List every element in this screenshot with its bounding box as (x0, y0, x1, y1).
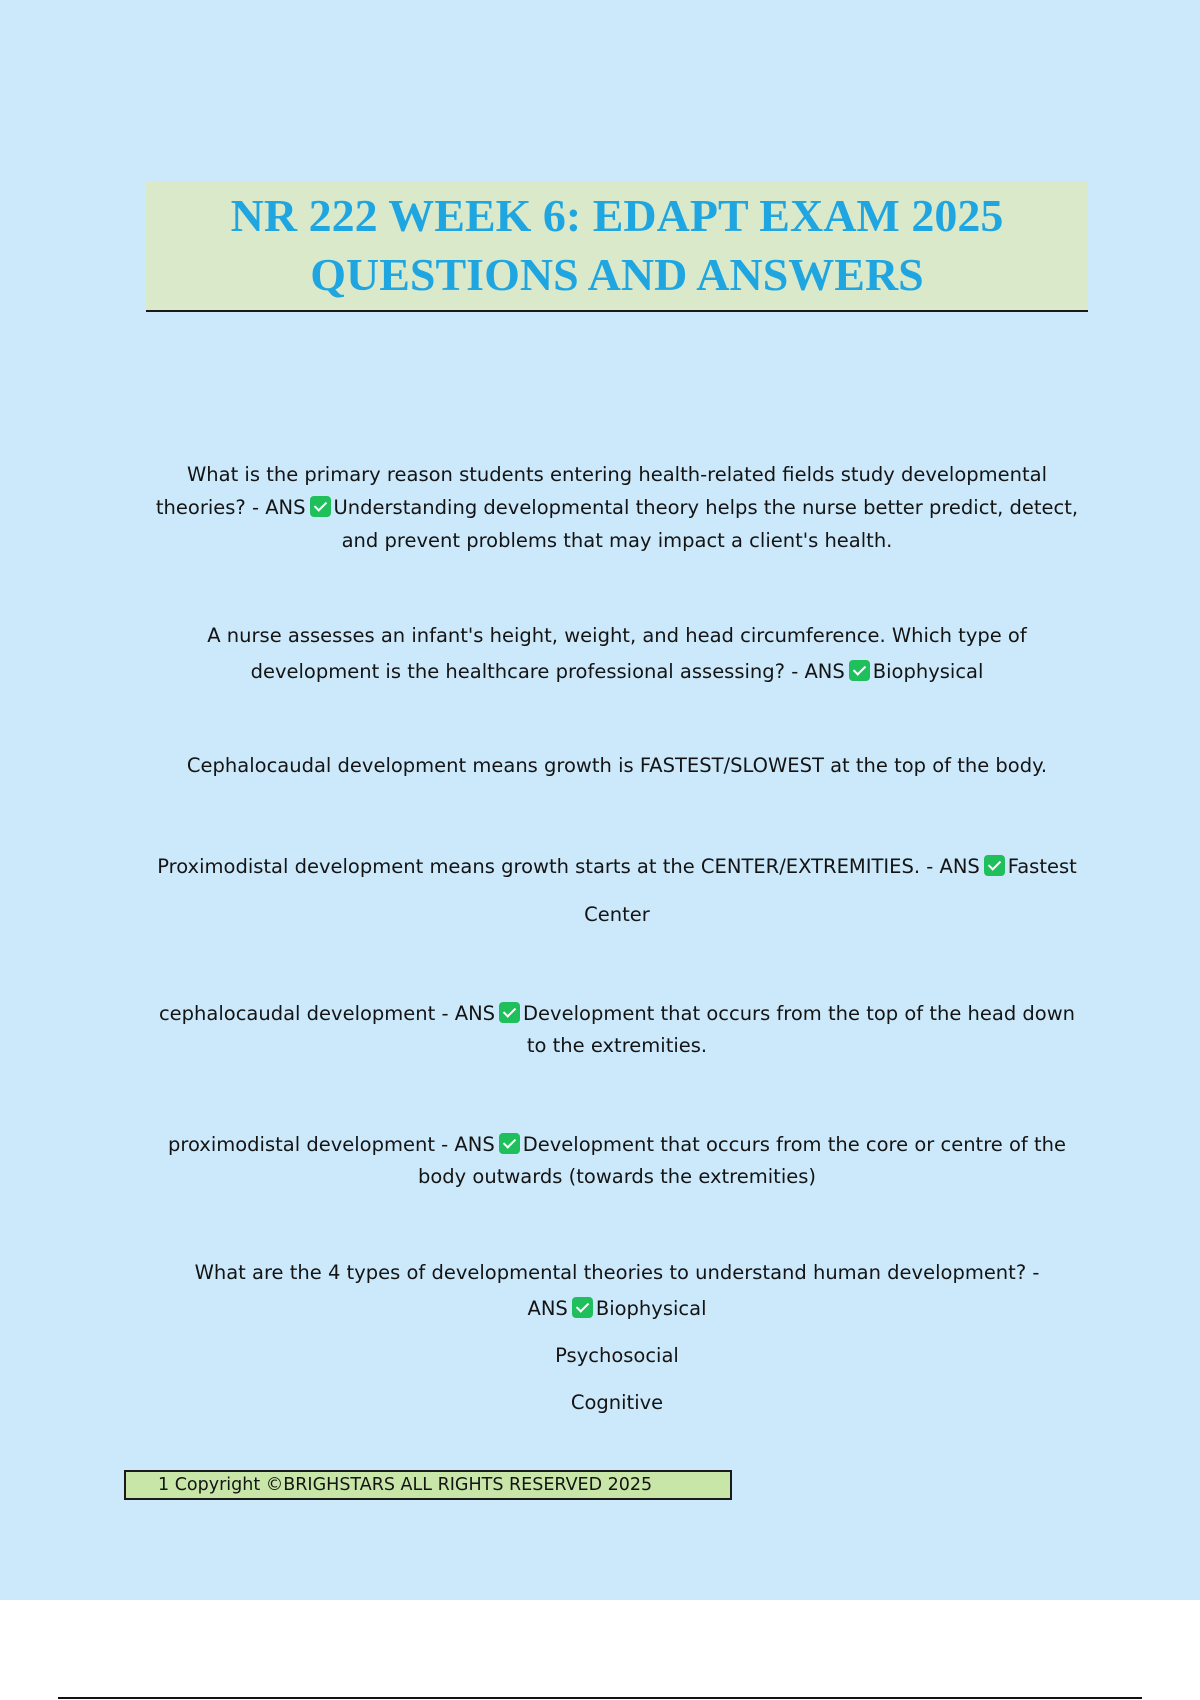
qa-line: body outwards (towards the extremities) (417, 1165, 817, 1188)
qa-line (140, 849, 1094, 885)
qa-line: A nurse assesses an infant's height, weight, and head circumference. Which type of (207, 624, 1027, 647)
qa-line (140, 1129, 1094, 1161)
check-mark-icon (849, 660, 870, 681)
check-mark-icon (499, 1002, 520, 1023)
qa-line: Cognitive (570, 1391, 664, 1414)
check-mark-icon (572, 1297, 593, 1318)
answer-text: Biophysical (595, 1297, 707, 1320)
answer-text: Fastest (1007, 855, 1077, 878)
question-text: development is the healthcare professional assessing? - ANS (250, 660, 845, 683)
check-mark-icon (499, 1133, 520, 1154)
qa-item-4 (140, 849, 1094, 933)
title-banner (146, 182, 1088, 312)
qa-line: Cephalocaudal development means growth is FASTEST/SLOWEST at the top of the body. (186, 754, 1048, 777)
qa-item-5 (140, 998, 1094, 1062)
check-mark-icon (310, 496, 331, 517)
answer-text: Understanding developmental theory helps the nurse better predict, detect, (333, 496, 1079, 519)
question-text: ANS (527, 1297, 568, 1320)
qa-line: Center (584, 903, 650, 926)
answer-text: Development that occurs from the top of the head down (523, 1002, 1076, 1025)
qa-line: and prevent problems that may impact a client's health. (341, 529, 893, 552)
qa-line (140, 491, 1094, 524)
question-text: proximodistal development - ANS (168, 1133, 495, 1156)
bottom-divider (58, 1697, 1142, 1699)
qa-line (140, 1291, 1094, 1327)
qa-line: What are the 4 types of developmental theories to understand human development? - (194, 1261, 1040, 1284)
title-line-2: QUESTIONS AND ANSWERS (310, 249, 924, 300)
qa-item-1 (140, 458, 1094, 557)
qa-item-3 (140, 748, 1094, 784)
question-text: cephalocaudal development - ANS (158, 1002, 496, 1025)
check-mark-icon (984, 855, 1005, 876)
question-text: theories? - ANS (155, 496, 306, 519)
question-text: Proximodistal development means growth starts at the CENTER/EXTREMITIES. - ANS (157, 855, 980, 878)
answer-text: Development that occurs from the core or centre of the (522, 1133, 1066, 1156)
qa-line (140, 654, 1094, 690)
qa-item-6 (140, 1129, 1094, 1193)
answer-text: Biophysical (872, 660, 984, 683)
qa-line: to the extremities. (526, 1034, 708, 1057)
copyright-footer: 1 Copyright ©BRIGHSTARS ALL RIGHTS RESERVED 2025 (124, 1470, 732, 1500)
title-line-1: NR 222 WEEK 6: EDAPT EXAM 2025 (230, 190, 1004, 241)
qa-item-2 (140, 618, 1094, 690)
qa-line: What is the primary reason students entering health-related fields study developmental (186, 463, 1048, 486)
qa-line: Psychosocial (555, 1344, 679, 1367)
qa-line (140, 998, 1094, 1030)
qa-item-7 (140, 1255, 1094, 1421)
